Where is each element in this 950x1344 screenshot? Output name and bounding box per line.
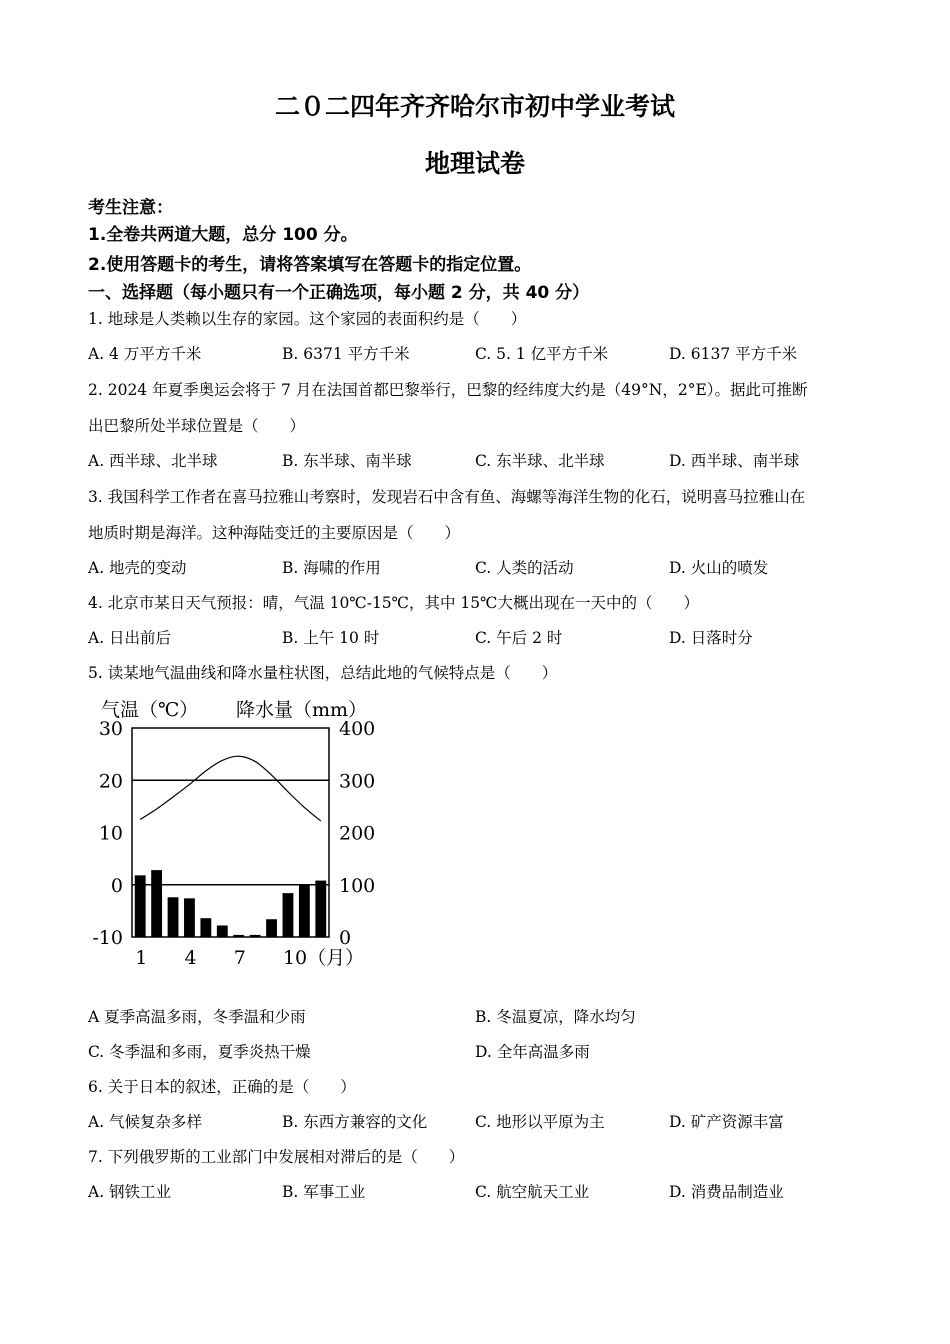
climate-chart xyxy=(88,690,388,980)
option-c: C. 航空航天工业 xyxy=(475,1183,590,1201)
temp-tick-label: -10 xyxy=(92,927,123,949)
month-tick-label: 4 xyxy=(184,947,197,969)
question-stem: 2. 2024 年夏季奥运会将于 7 月在法国首都巴黎举行，巴黎的经纬度大约是（49°N，2°E）。据此可推断 xyxy=(88,381,808,399)
option-b: B. 东半球、南半球 xyxy=(282,452,412,470)
precip-bar xyxy=(299,885,310,937)
notice-item: 1.全卷共两道大题，总分 100 分。 xyxy=(88,225,358,245)
precip-tick-label: 400 xyxy=(339,718,376,740)
option-d: D. 6137 平方千米 xyxy=(669,345,798,363)
temp-tick-label: 30 xyxy=(98,718,123,740)
question-stem: 7. 下列俄罗斯的工业部门中发展相对滞后的是（ ） xyxy=(88,1148,465,1166)
precip-tick-label: 200 xyxy=(339,822,376,845)
question-stem: 6. 关于日本的叙述，正确的是（ ） xyxy=(88,1078,356,1096)
precip-bar xyxy=(315,881,326,937)
precip-bar xyxy=(283,893,294,937)
option-a: A 夏季高温多雨，冬季温和少雨 xyxy=(88,1008,306,1026)
precip-tick-label: 300 xyxy=(339,770,376,793)
temp-tick-label: 20 xyxy=(98,770,123,793)
option-c: C. 5. 1 亿平方千米 xyxy=(475,345,609,363)
option-a: A. 钢铁工业 xyxy=(88,1183,172,1201)
option-a: A. 日出前后 xyxy=(88,629,172,647)
option-b: B. 海啸的作用 xyxy=(282,559,381,577)
month-tick-label: 1 xyxy=(135,947,148,969)
option-d: D. 矿产资源丰富 xyxy=(669,1113,784,1131)
temp-tick-label: 10 xyxy=(98,822,123,845)
option-d: D. 日落时分 xyxy=(669,629,753,647)
precip-bar xyxy=(233,935,244,937)
precip-bar xyxy=(151,870,162,937)
month-tick-label: 7 xyxy=(233,947,246,969)
option-b: B. 东西方兼容的文化 xyxy=(282,1113,428,1131)
page-title: 二０二四年齐齐哈尔市初中学业考试 xyxy=(274,92,675,121)
temp-axis-label: 气温（℃） xyxy=(101,699,199,721)
precip-bar xyxy=(217,926,228,937)
precip-bar xyxy=(135,875,146,937)
precip-bar xyxy=(266,919,277,937)
option-d: D. 火山的喷发 xyxy=(669,559,769,577)
question-stem: 4. 北京市某日天气预报：晴，气温 10℃-15℃，其中 15℃大概出现在一天中的（ ） xyxy=(88,594,699,612)
question-stem: 1. 地球是人类赖以生存的家园。这个家园的表面积约是（ ） xyxy=(88,310,527,328)
precip-axis-label: 降水量（mm） xyxy=(236,699,368,721)
question-stem-cont: 出巴黎所处半球位置是（ ） xyxy=(88,417,306,435)
option-b: B. 军事工业 xyxy=(282,1183,366,1201)
option-c: C. 地形以平原为主 xyxy=(475,1113,605,1131)
precip-bar xyxy=(250,935,261,937)
temp-tick-label: 0 xyxy=(110,874,123,897)
precip-bar xyxy=(168,897,179,937)
precip-tick-label: 100 xyxy=(339,874,376,897)
precip-tick-label: 0 xyxy=(339,927,352,949)
option-c: C. 午后 2 时 xyxy=(475,629,563,647)
question-stem: 3. 我国科学工作者在喜马拉雅山考察时，发现岩石中含有鱼、海螺等海洋生物的化石，说明喜马拉雅山在 xyxy=(88,488,806,506)
question-stem-cont: 地质时期是海洋。这种海陆变迁的主要原因是（ ） xyxy=(88,524,461,542)
option-b: B. 上午 10 时 xyxy=(282,629,380,647)
month-tick-label: 10（月） xyxy=(282,947,365,969)
option-a: A. 4 万平方千米 xyxy=(88,345,202,363)
option-a: A. 气候复杂多样 xyxy=(88,1113,203,1131)
page-subtitle: 地理试卷 xyxy=(424,149,525,178)
option-c: C. 人类的活动 xyxy=(475,559,574,577)
question-stem: 5. 读某地气温曲线和降水量柱状图，总结此地的气候特点是（ ） xyxy=(88,664,558,682)
option-b: B. 冬温夏凉，降水均匀 xyxy=(475,1008,636,1026)
option-b: B. 6371 平方千米 xyxy=(282,345,410,363)
temperature-curve xyxy=(140,756,321,821)
option-d: D. 西半球、南半球 xyxy=(669,452,800,470)
option-a: A. 地壳的变动 xyxy=(88,559,187,577)
section-heading: 一、选择题（每小题只有一个正确选项，每小题 2 分，共 40 分） xyxy=(88,283,590,303)
precip-bar xyxy=(184,898,195,937)
option-d: D. 全年高温多雨 xyxy=(475,1043,590,1061)
option-d: D. 消费品制造业 xyxy=(669,1183,784,1201)
option-a: A. 西半球、北半球 xyxy=(88,452,218,470)
notice-heading: 考生注意： xyxy=(88,198,173,218)
precip-bar xyxy=(200,918,211,937)
notice-item: 2.使用答题卡的考生，请将答案填写在答题卡的指定位置。 xyxy=(88,255,532,275)
option-c: C. 冬季温和多雨，夏季炎热干燥 xyxy=(88,1043,311,1061)
option-c: C. 东半球、北半球 xyxy=(475,452,605,470)
